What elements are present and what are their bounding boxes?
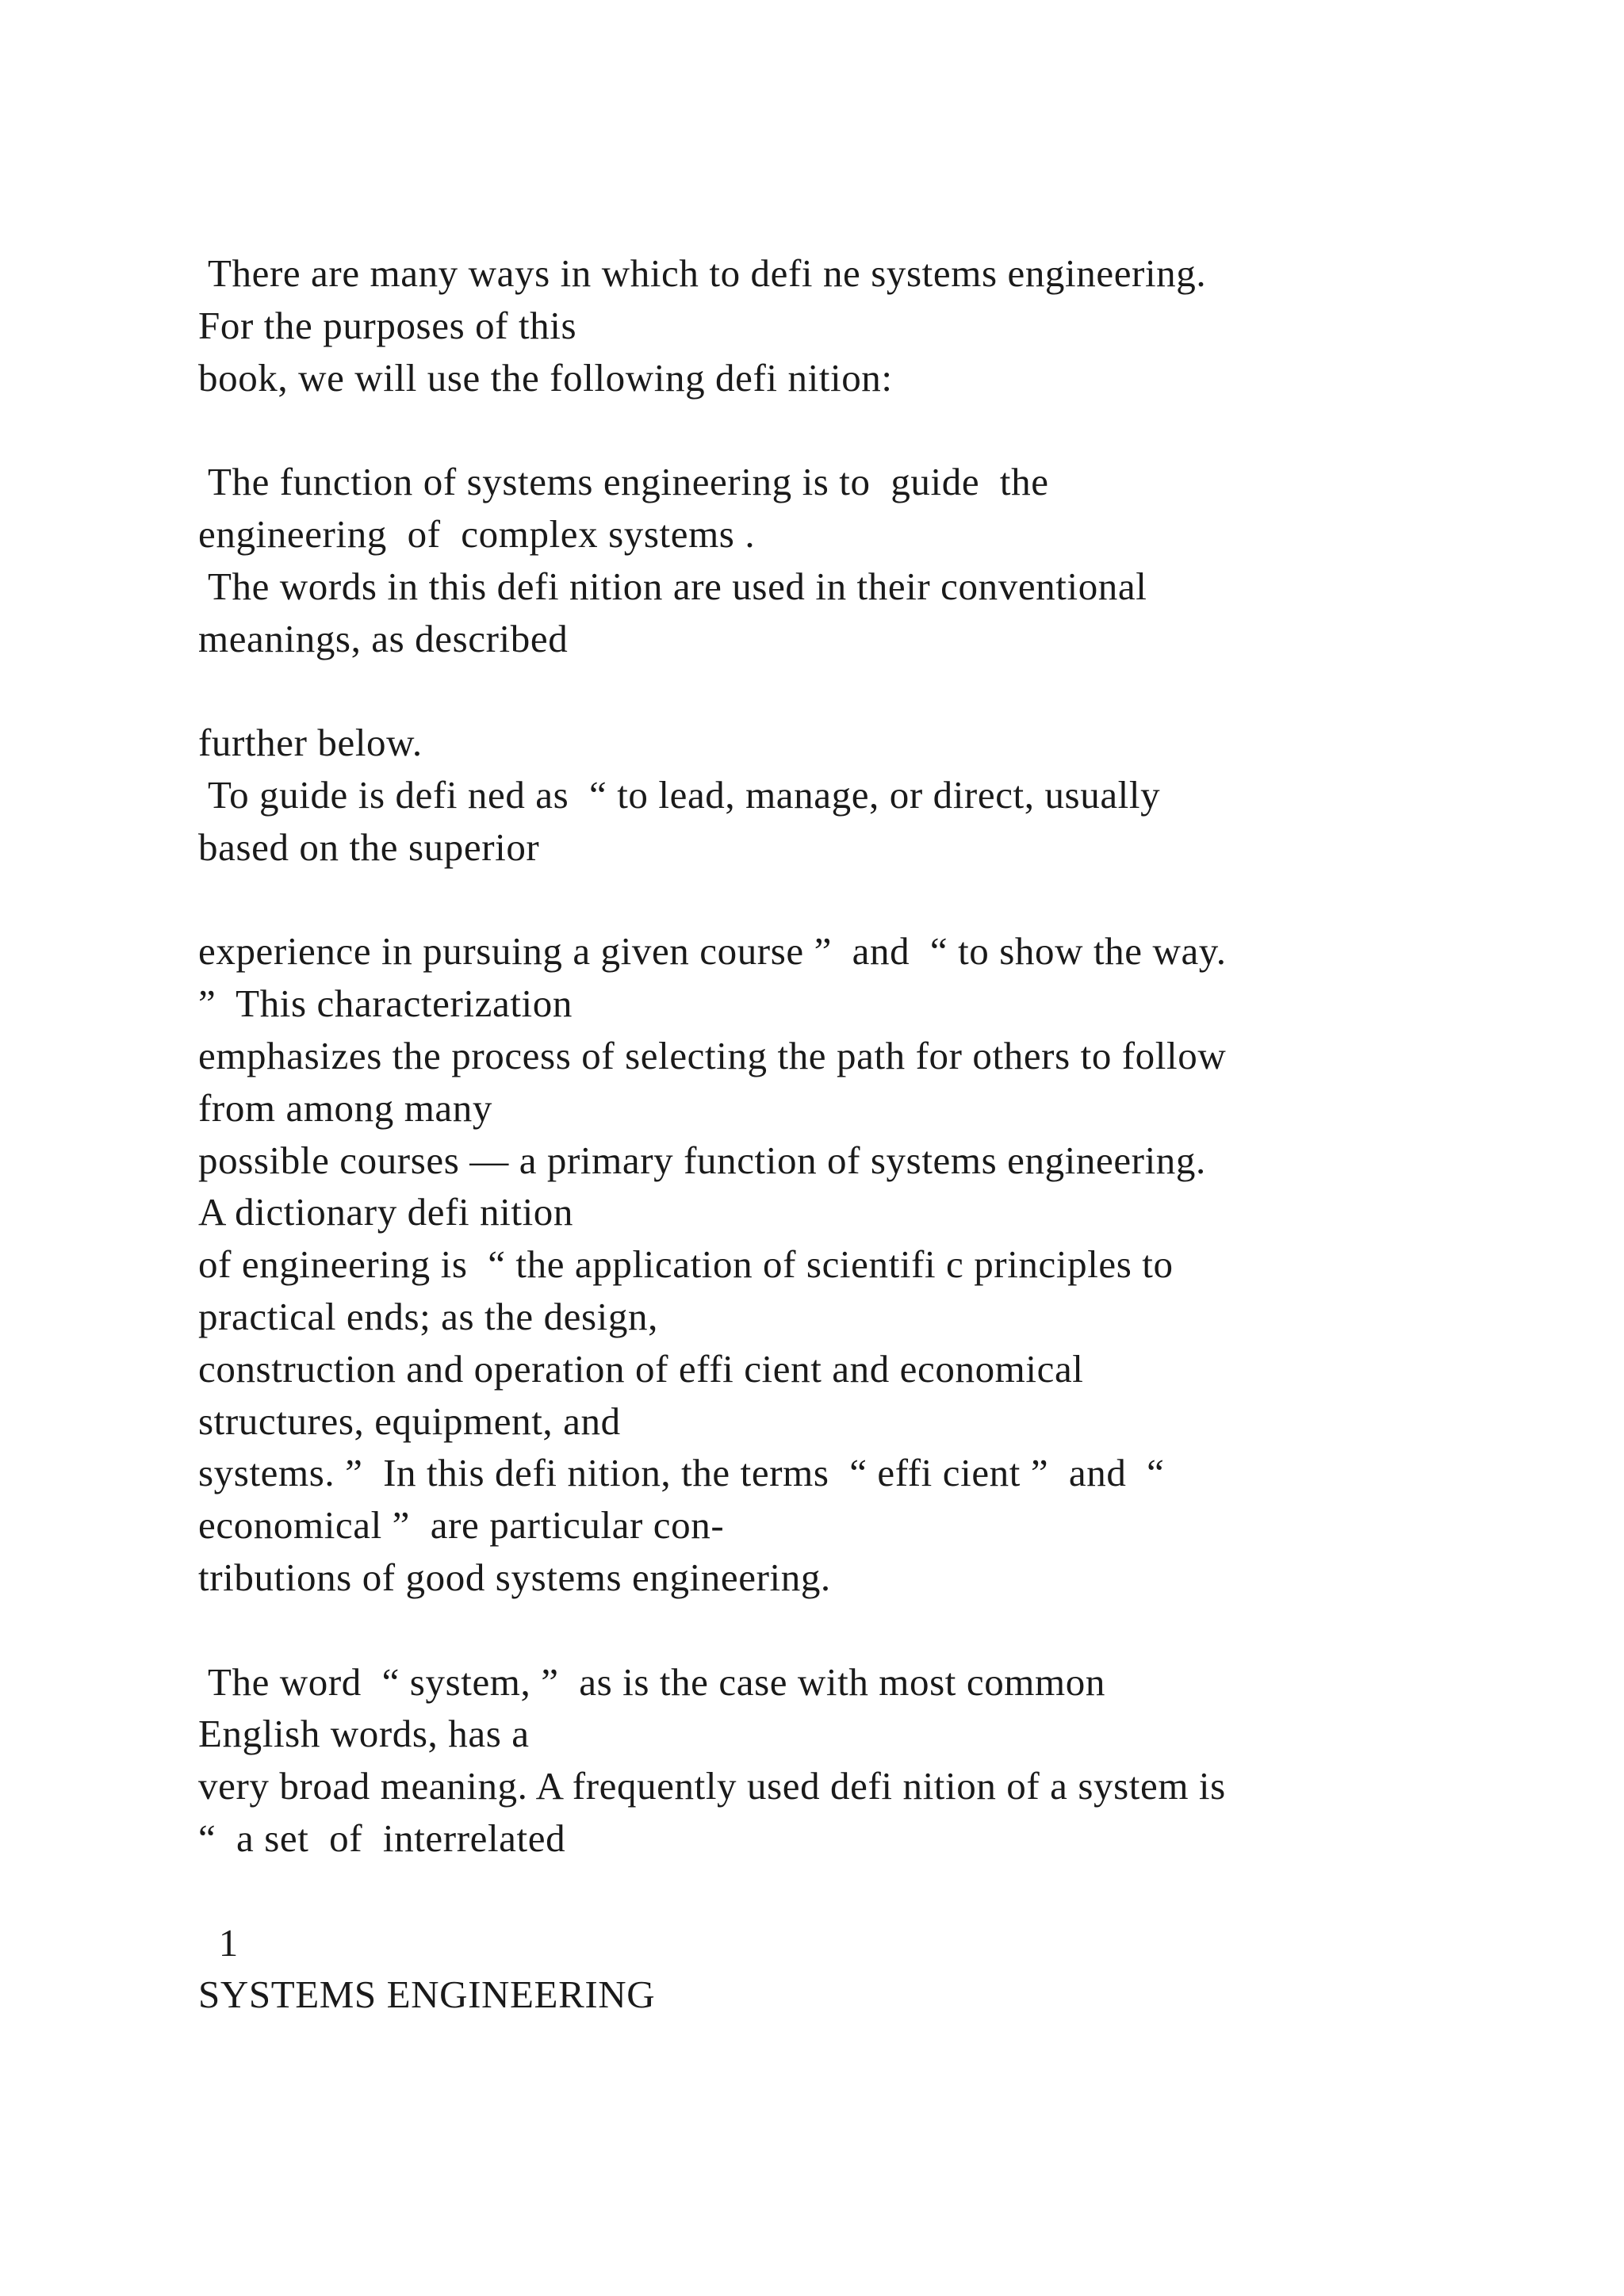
text-line: The function of systems engineering is to guide the: [198, 460, 1049, 504]
text-line: A dictionary defi nition: [198, 1190, 574, 1234]
text-line: economical ” are particular con-: [198, 1503, 725, 1548]
text-line: For the purposes of this: [198, 303, 577, 347]
text-line: experience in pursuing a given course ” and “ to show the way.: [198, 929, 1227, 974]
text-line: “ a set of interrelated: [198, 1816, 566, 1860]
document-body: [198, 247, 1618, 2021]
text-line: from among many: [198, 1085, 492, 1130]
text-line: To guide is defi ned as “ to lead, manage, or direct, usually: [198, 772, 1161, 817]
text-line: English words, has a: [198, 1712, 530, 1756]
text-line: [198, 664, 1618, 717]
text-line: 1: [198, 1920, 239, 1965]
text-line: further below.: [198, 721, 423, 765]
text-line: SYSTEMS ENGINEERING: [198, 1973, 656, 2017]
text-line: ” This characterization: [198, 982, 573, 1026]
text-line: tributions of good systems engineering.: [198, 1555, 831, 1599]
text-line: possible courses — a primary function of systems engineering.: [198, 1138, 1206, 1182]
text-line: meanings, as described: [198, 616, 569, 660]
text-line: [198, 1604, 1618, 1656]
text-line: [198, 404, 1618, 456]
text-line: There are many ways in which to defi ne systems engineering.: [198, 251, 1207, 295]
text-line: based on the superior: [198, 825, 540, 869]
text-line: [198, 874, 1618, 926]
text-line: book, we will use the following defi nition:: [198, 355, 893, 400]
text-line: structures, equipment, and: [198, 1399, 621, 1443]
text-line: construction and operation of effi cient and economical: [198, 1346, 1084, 1391]
text-line: emphasizes the process of selecting the path for others to follow: [198, 1033, 1227, 1077]
text-line: The words in this defi nition are used in their conventional: [198, 564, 1147, 608]
text-line: engineering of complex systems .: [198, 511, 756, 556]
text-line: practical ends; as the design,: [198, 1294, 658, 1338]
text-line: [198, 1865, 1618, 1917]
text-line: of engineering is “ the application of scientifi c principles to: [198, 1242, 1174, 1287]
text-line: The word “ system, ” as is the case with most common: [198, 1659, 1105, 1704]
text-line: systems. ” In this defi nition, the terms “ effi cient ” and “: [198, 1451, 1165, 1495]
text-line: very broad meaning. A frequently used defi nition of a system is: [198, 1764, 1226, 1808]
